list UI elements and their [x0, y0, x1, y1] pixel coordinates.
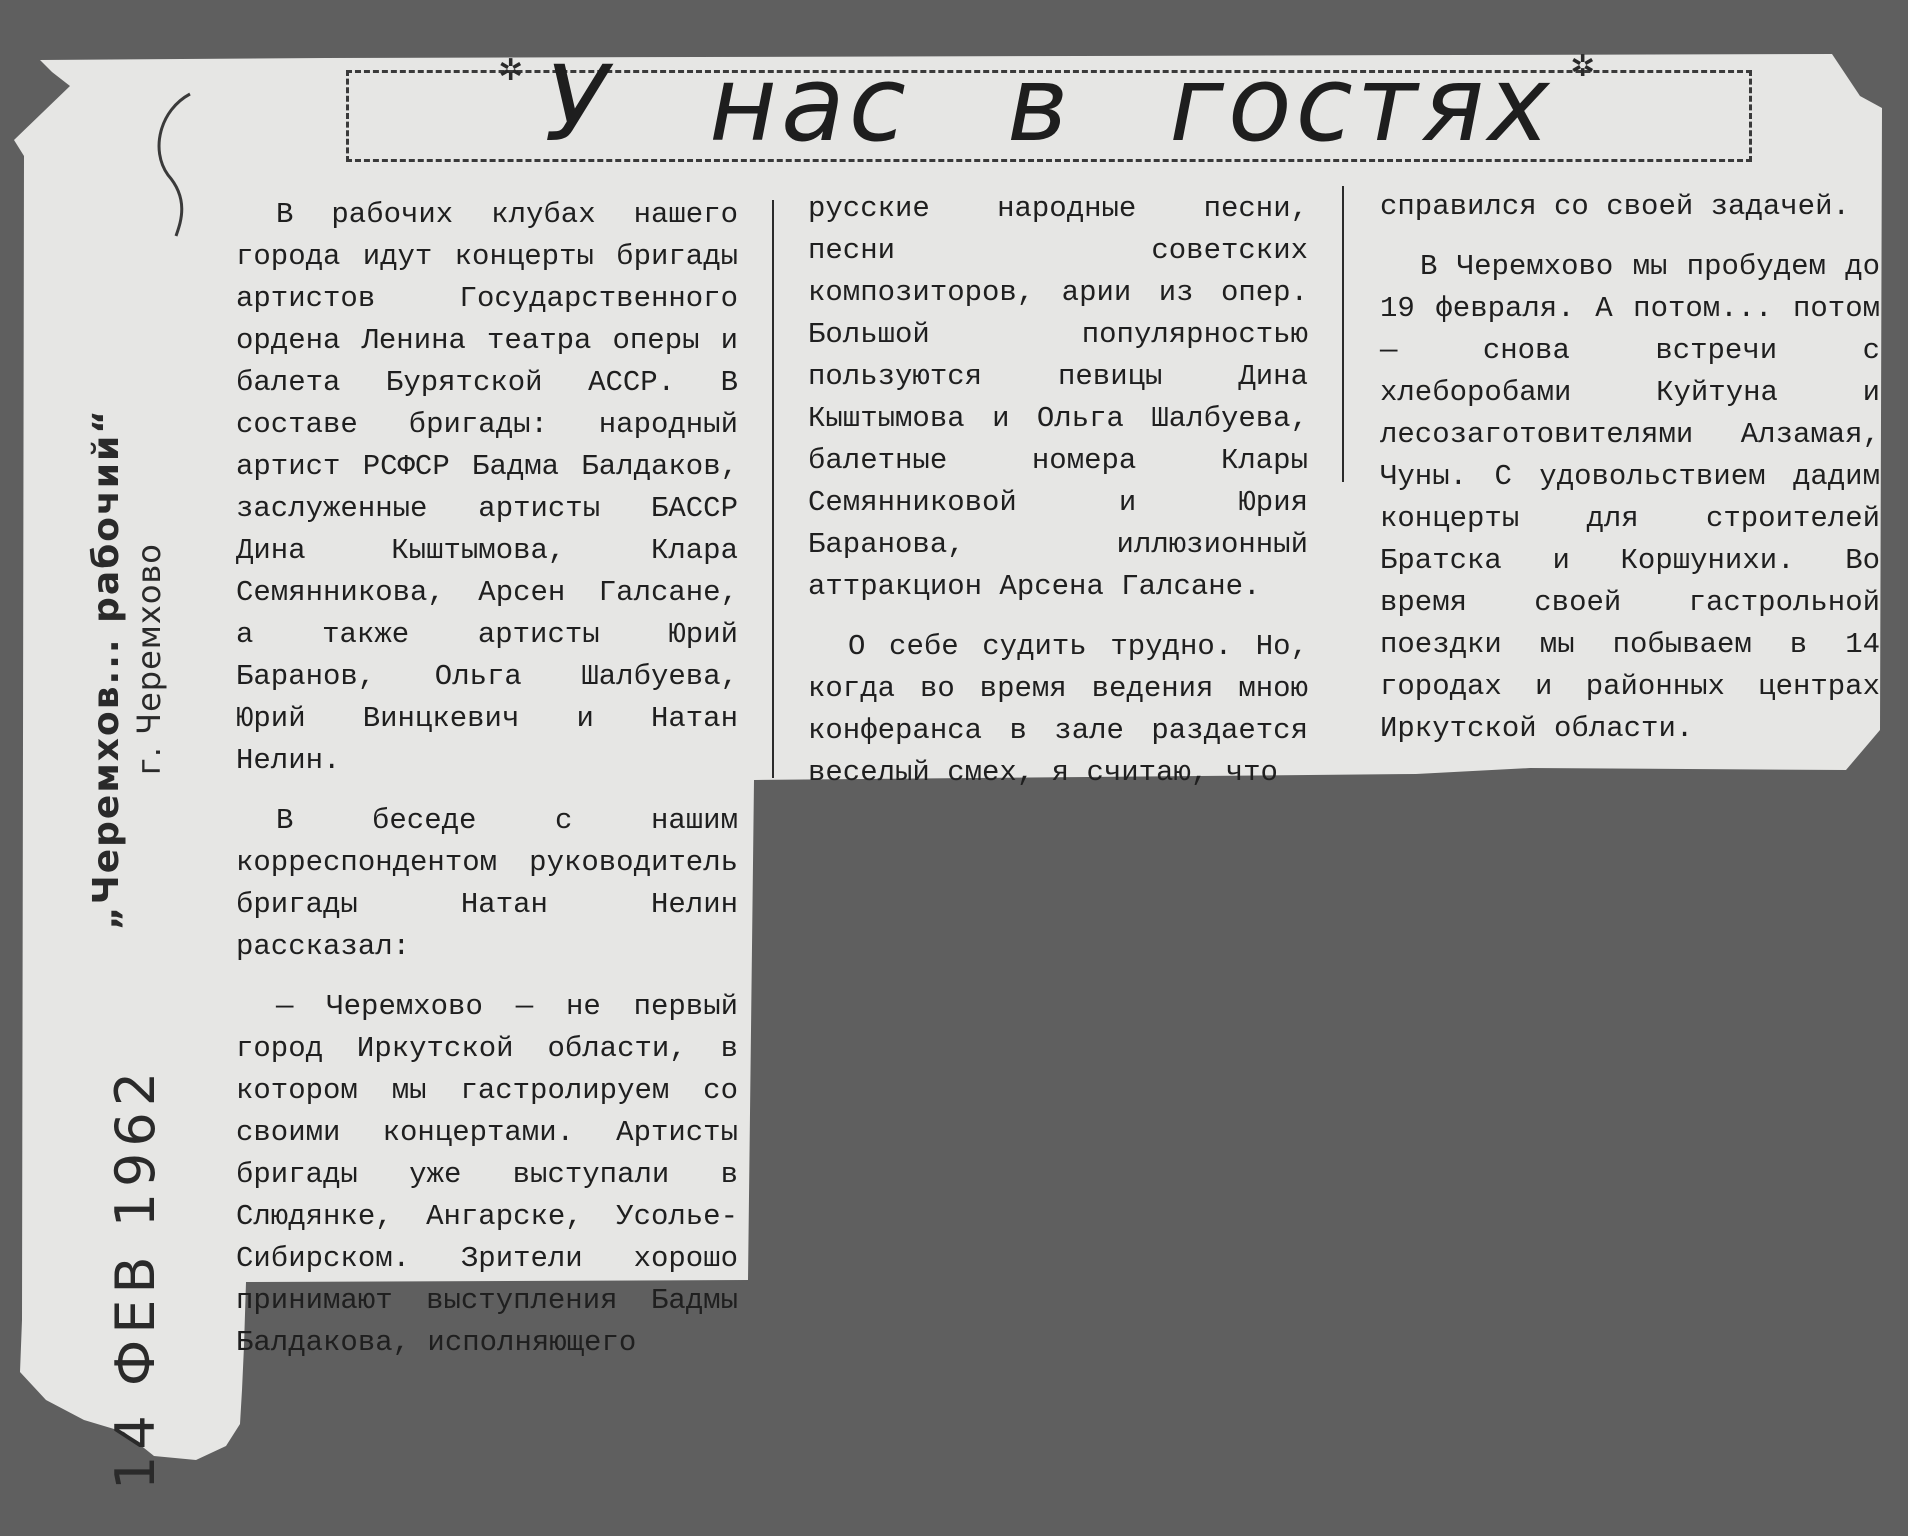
paragraph: русские народные песни, песни советских композиторов, арии из опер. Большой популярностью пользуются певицы Дина Кыштымова и Ольга Шалбуева, балетные номера Клары Семянниковой и Юрия Баранова, иллюзионный аттракцион Арсена Галсане.: [808, 192, 1308, 603]
article-headline: У нас в гостях: [544, 43, 1554, 165]
paragraph: В рабочих клубах нашего города идут концерты бригады артистов Государственного ордена Ленина театра оперы и балета Бурятской АССР. В составе бригады: народный артист РСФСР Бадма Балдаков, заслуженные артисты БАССР Дина Кыштымова, Клара Семянникова, Арсен Галсане, а также артисты Юрий Баранов, Ольга Шалбуева, Юрий Винцкевич и Натан Нелин.: [236, 198, 738, 777]
column-divider: [1342, 186, 1344, 482]
date-stamp: 14 ФЕВ 1962: [104, 1065, 167, 1490]
left-ornament: ✲: [498, 53, 524, 88]
article-column-3: [1380, 186, 1880, 750]
paragraph: О себе судить трудно. Но, когда во время ведения мною конферанса в зале раздается веселый смех, я считаю, что: [808, 630, 1308, 789]
newspaper-name: „Черемхов... рабочий“: [86, 408, 127, 930]
right-ornament: ✲: [1570, 49, 1596, 84]
column-divider: [772, 200, 774, 778]
article-column-1: [236, 194, 738, 1364]
city-label: г. Черемхово: [130, 543, 168, 775]
article-column-2: [808, 188, 1308, 794]
paragraph: справился со своей задачей.: [1380, 190, 1850, 223]
paragraph: В беседе с нашим корреспондентом руководитель бригады Натан Нелин рассказал:: [236, 804, 738, 963]
paragraph: В Черемхово мы пробудем до 19 февраля. А потом... потом — снова встречи с хлеборобами Куйтуна и лесозаготовителями Алзамая, Чуны. С удовольствием дадим концерты для строителей Братска и Коршунихи. Во время своей гастрольной поездки мы побываем в 14 городах и районных центрах Иркутской области.: [1380, 250, 1880, 745]
paragraph: — Черемхово — не первый город Иркутской области, в котором мы гастролируем со своими концертами. Артисты бригады уже выступали в Слюдянке, Ангарске, Усолье-Сибирском. Зрители хорошо принимают выступления Бадмы Балдакова, исполняющего: [236, 990, 738, 1359]
